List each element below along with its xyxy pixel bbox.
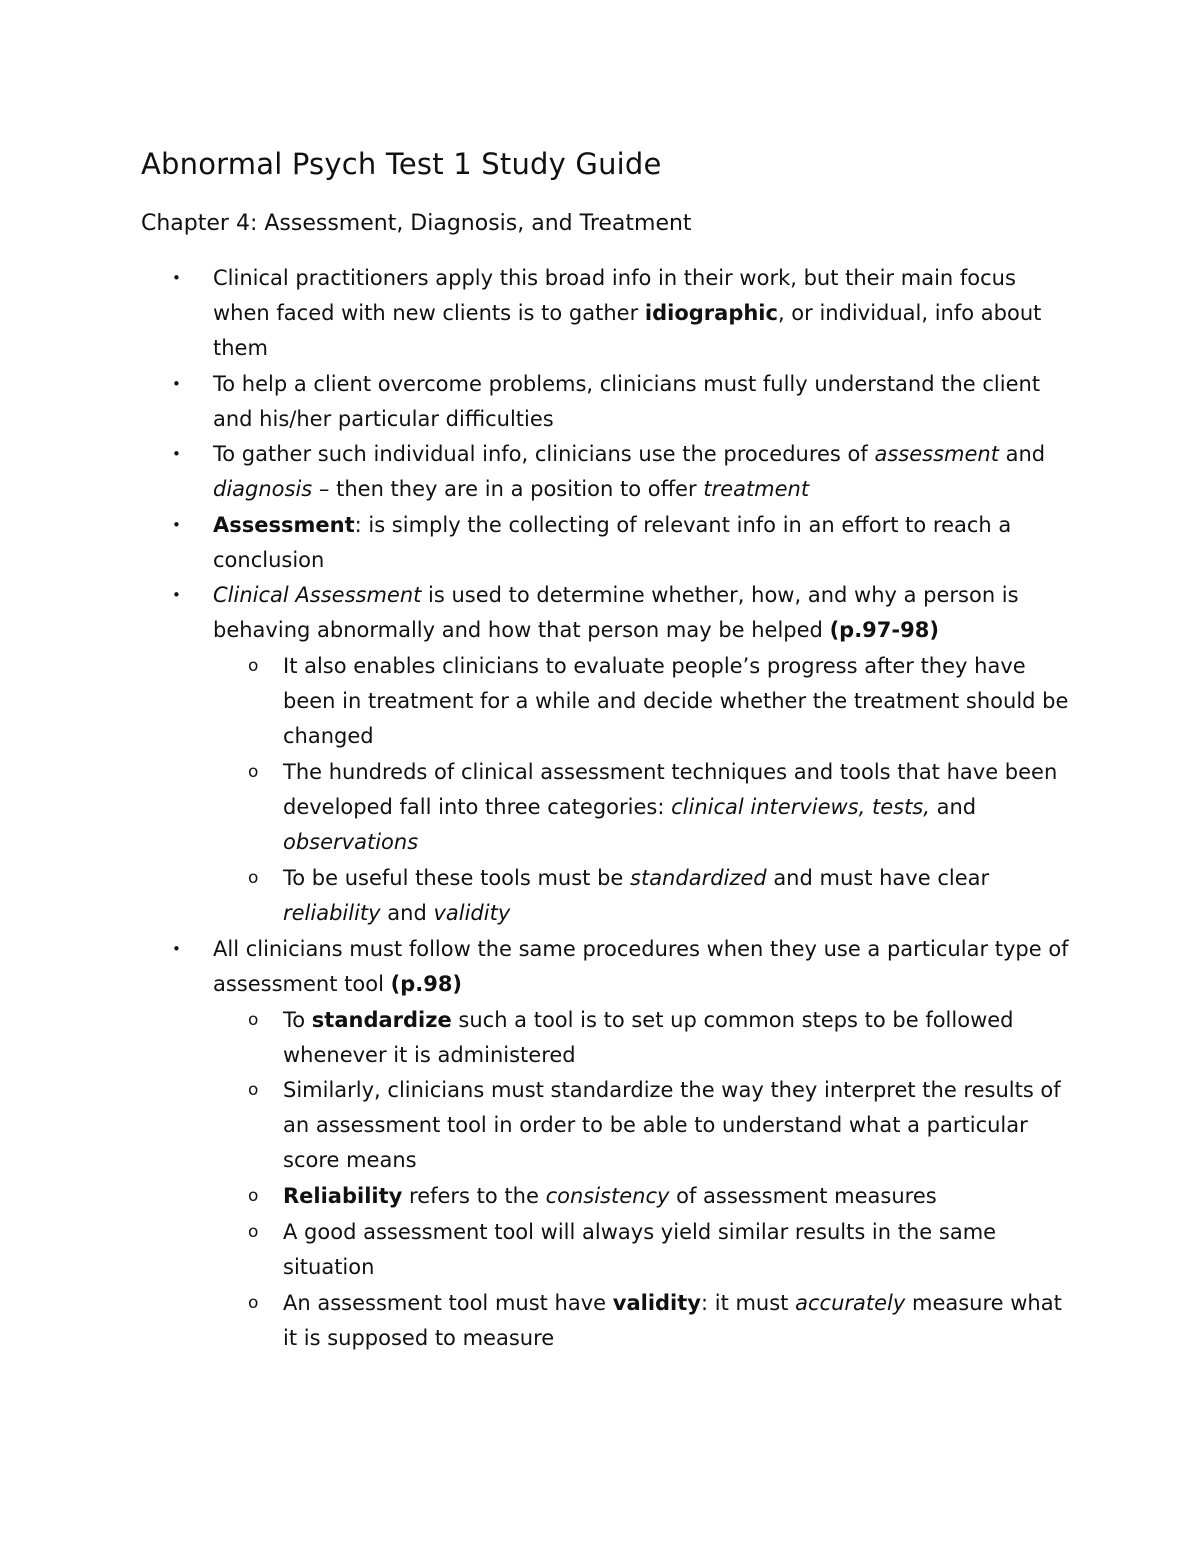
item-text: , or individual, info about them [213,301,1042,361]
sub-bullet-marker: o [248,656,259,676]
italic-text: diagnosis [213,477,313,502]
italic-text: Clinical Assessment [213,583,422,607]
sub-list-item [248,649,1073,755]
sub-bullet-marker: o [248,1222,259,1242]
item-text: : it must [700,1291,796,1315]
item-text: of assessment measures [669,1184,937,1208]
bullet-marker: • [172,586,181,604]
item-text: measure what it is supposed to measure [283,1291,1062,1351]
item-text: The hundreds of clinical assessment techniques and tools that have been developed fall into three categories: [283,760,1058,820]
item-text: refers to the [402,1184,546,1208]
item-text: Clinical practitioners apply this broad info in their work, but their main focus when faced with new clients is to gather [213,266,1016,326]
italic-text: standardized [630,866,767,890]
bold-text: idiographic [644,301,778,326]
item-text: and must have clear [766,866,990,890]
bullet-marker: • [172,516,181,534]
list-item [172,508,1073,578]
italic-text: clinical interviews, tests, [671,795,930,820]
item-text: : is simply the collecting of relevant info in an effort to reach a conclusion [213,513,1012,573]
item-text: Similarly, clinicians must standardize the way they interpret the results of an assessment tool in order to be able to understand what a particular score means [283,1078,1061,1173]
item-text: To gather such individual info, clinicians use the procedures of [213,442,875,466]
sub-list-item [248,1215,1073,1285]
bullet-marker: • [172,269,181,287]
item-text: An assessment tool must have [283,1291,613,1315]
list-item [172,261,1073,367]
list-item [172,367,1073,437]
bullet-marker: • [172,375,181,393]
sub-bullet-marker: o [248,1293,259,1313]
sub-bullet-marker: o [248,1186,259,1206]
bold-text: standardize [311,1008,452,1032]
item-text: – then they are in a position to offer [312,477,704,502]
chapter-heading: Chapter 4: Assessment, Diagnosis, and Treatment [141,211,692,236]
item-text: All clinicians must follow the same procedures when they use a particular type of assessment tool [213,937,1069,997]
italic-text: consistency [545,1184,670,1208]
sub-bullet-marker: o [248,1080,259,1100]
sub-list-item [248,1179,1073,1214]
bullet-marker: • [172,940,181,958]
item-text: It also enables clinicians to evaluate people’s progress after they have been in treatment for a while and decide whether the treatment should be changed [283,654,1069,749]
bold-text: (p.98) [390,972,463,997]
bold-text: (p.97-98) [829,618,939,643]
sub-list-item [248,755,1073,861]
bold-text: Assessment [213,513,355,537]
item-text: To be useful these tools must be [283,866,631,890]
list-item [172,578,1073,648]
sub-bullet-marker: o [248,868,259,888]
italic-text: accurately [795,1291,906,1315]
bullet-marker: • [172,445,181,463]
item-text: To [283,1008,312,1032]
sub-bullet-marker: o [248,1010,259,1030]
sub-list-item [248,1003,1073,1073]
italic-text: observations [283,830,419,855]
list-item [172,437,1073,507]
sub-bullet-marker: o [248,762,259,782]
italic-text: validity [433,901,511,926]
item-text: is used to determine whether, how, and why a person is behaving abnormally and how that person may be helped [213,583,1019,643]
bold-text: Reliability [283,1184,403,1208]
italic-text: assessment [874,442,999,466]
italic-text: treatment [703,477,810,502]
item-text: A good assessment tool will always yield similar results in the same situation [283,1220,997,1280]
item-text: such a tool is to set up common steps to be followed whenever it is administered [283,1008,1014,1068]
list-item [172,932,1073,1002]
item-text: and [998,442,1046,466]
bold-text: validity [612,1291,701,1315]
page-title: Abnormal Psych Test 1 Study Guide [141,147,662,181]
item-text: To help a client overcome problems, clinicians must fully understand the client and his/her particular difficulties [213,372,1041,432]
item-text: and [380,901,434,926]
sub-list-item [248,861,1073,931]
sub-list-item [248,1073,1073,1179]
italic-text: reliability [283,901,381,926]
item-text: and [929,795,977,820]
sub-list-item [248,1286,1073,1356]
